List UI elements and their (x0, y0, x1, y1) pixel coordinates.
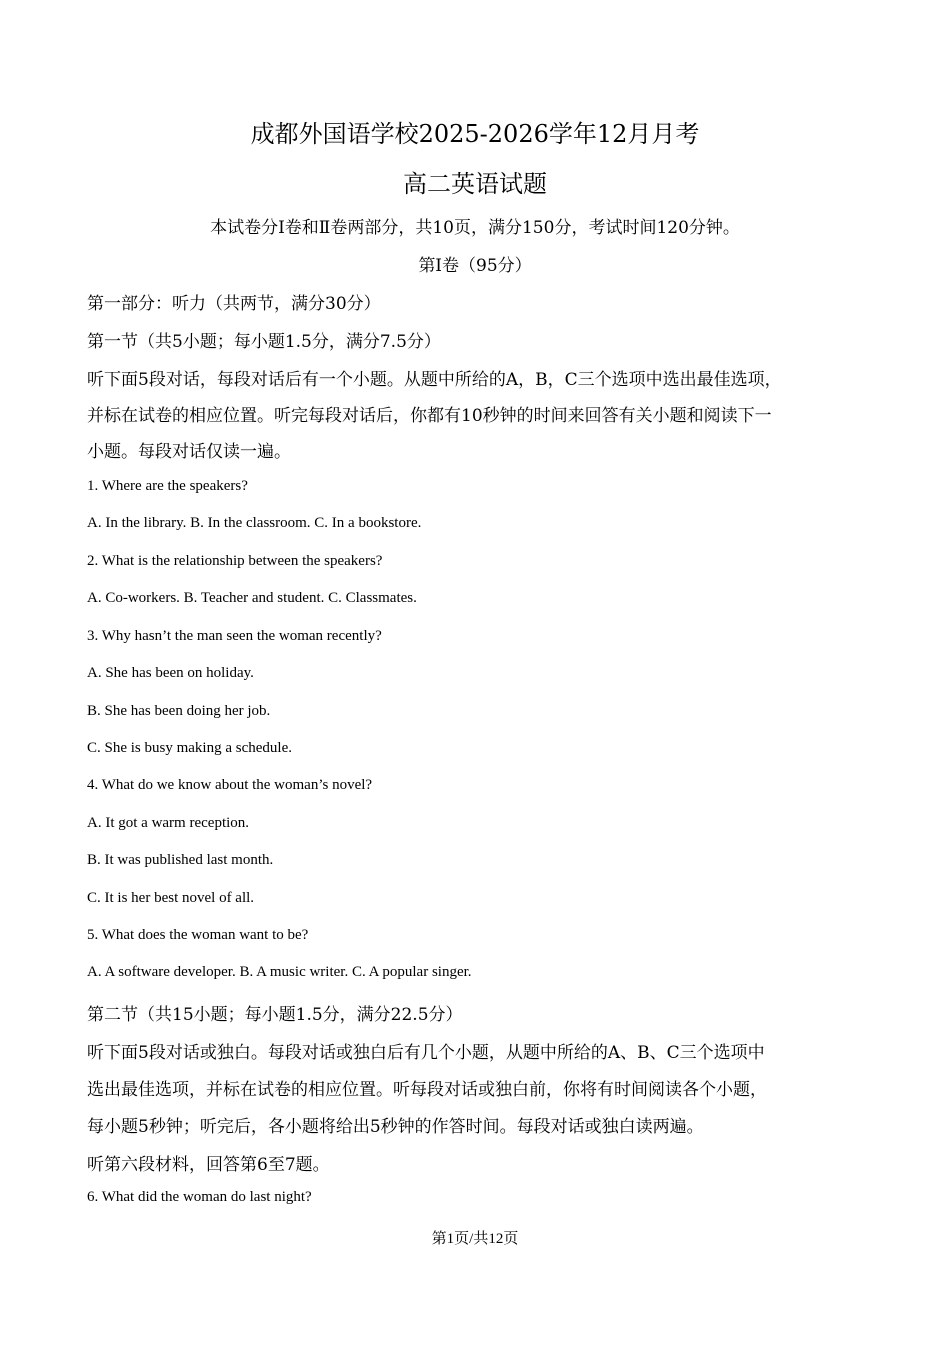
exam-info: 本试卷分Ⅰ卷和Ⅱ卷两部分，共10页，满分150分，考试时间120分钟。 (210, 218, 740, 238)
section1-instruction-line: 听下面5段对话，每段对话后有一个小题。从题中所给的A，B，C三个选项中选出最佳选项， (87, 370, 782, 390)
question-line: A. A software developer. B. A music writer. C. A popular singer. (87, 964, 472, 980)
section2-instruction-line: 选出最佳选项，并标在试卷的相应位置。听每段对话或独白前，你将有时间阅读各个小题， (87, 1080, 767, 1100)
page-number: 第1页/共12页 (431, 1231, 519, 1247)
exam-title: 成都外国语学校2025-2026学年12月月考 (250, 120, 700, 148)
question-line: 3. Why hasn’t the man seen the woman recently? (87, 628, 382, 644)
section2-heading: 第二节（共15小题；每小题1.5分，满分22.5分） (87, 1005, 463, 1025)
question-line: C. She is busy making a schedule. (87, 740, 292, 756)
question-line: B. She has been doing her job. (87, 703, 271, 719)
section2-instruction-line: 每小题5秒钟；听完后，各小题将给出5秒钟的作答时间。每段对话或独白读两遍。 (87, 1117, 704, 1137)
question-line: A. It got a warm reception. (87, 815, 250, 831)
part1-heading: 第一部分：听力（共两节，满分30分） (87, 294, 381, 314)
section2-instruction-line: 听下面5段对话或独白。每段对话或独白后有几个小题，从题中所给的A、B、C三个选项中 (87, 1043, 765, 1063)
question-line: B. It was published last month. (87, 852, 274, 868)
question-line: A. In the library. B. In the classroom. C. In a bookstore. (87, 515, 422, 531)
question-line: 5. What does the woman want to be? (87, 927, 309, 943)
question-line: 6. What did the woman do last night? (87, 1189, 312, 1205)
section1-instruction-line: 并标在试卷的相应位置。听完每段对话后，你都有10秒钟的时间来回答有关小题和阅读下一 (87, 406, 772, 426)
question-line: C. It is her best novel of all. (87, 890, 255, 906)
question-line: A. She has been on holiday. (87, 665, 254, 681)
exam-subtitle: 高二英语试题 (403, 170, 547, 198)
volume-heading: 第Ⅰ卷（95分） (418, 256, 532, 276)
question-line: 4. What do we know about the woman’s novel? (87, 777, 373, 793)
question-line: A. Co-workers. B. Teacher and student. C. Classmates. (87, 590, 417, 606)
question-line: 1. Where are the speakers? (87, 478, 248, 494)
material6-intro: 听第六段材料，回答第6至7题。 (87, 1155, 330, 1175)
section1-heading: 第一节（共5小题；每小题1.5分，满分7.5分） (87, 332, 441, 352)
question-line: 2. What is the relationship between the speakers? (87, 553, 383, 569)
section1-instruction-line: 小题。每段对话仅读一遍。 (87, 442, 291, 462)
